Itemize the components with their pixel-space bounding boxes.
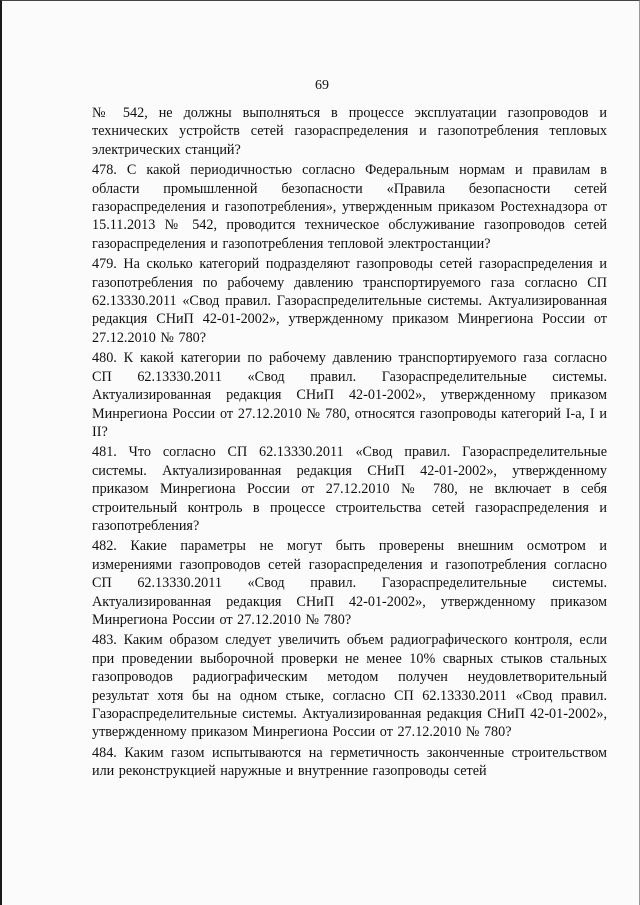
question-484: 484. Каким газом испытываются на герметичность законченные строительством или реконструкцией наружные и внутренние газопроводы сетей [92, 744, 607, 780]
question-480: 480. К какой категории по рабочему давлению транспортируемого газа согласно СП 62.13330.2011 «Свод правил. Газораспределительные системы. Актуализированная редакция СНиП 42-01-2002», утвержденному приказом Минрегиона России от 27.12.2010 № 780, относятся газопроводы категорий I-а, I и II? [92, 350, 607, 440]
question-482: 482. Какие параметры не могут быть проверены внешним осмотром и измерениями газопроводов сетей газораспределения и газопотребления согласно СП 62.13330.2011 «Свод правил. Газораспределительные системы. Актуализированная редакция СНиП 42-01-2002», утвержденному приказом Минрегиона России от 27.12.2010 № 780? [92, 538, 607, 628]
question-479: 479. На сколько категорий подразделяют газопроводы сетей газораспределения и газопотребления по рабочему давлению транспортируемого газа согласно СП 62.13330.2011 «Свод правил. Газораспределительные системы. Актуализированная редакция СНиП 42-01-2002», утвержденному приказом Минрегиона России от 27.12.2010 № 780? [92, 256, 607, 346]
document-body [92, 104, 607, 783]
question-483: 483. Каким образом следует увеличить объем радиографического контроля, если при проведении выборочной проверки не менее 10% сварных стыков стальных газопроводов радиографическим методом получен неудовлетворительный результат хотя бы на одном стыке, согласно СП 62.13330.2011 «Свод правил. Газораспределительные системы. Актуализированная редакция СНиП 42-01-2002», утвержденному приказом Минрегиона России от 27.12.2010 № 780? [92, 632, 607, 741]
page-number: 69 [315, 78, 329, 93]
paragraph-continuation-542: № 542, не должны выполняться в процессе эксплуатации газопроводов и технических устройств сетей газораспределения и газопотребления тепловых электрических станций? [92, 105, 607, 158]
question-478: 478. С какой периодичностью согласно Федеральным нормам и правилам в области промышленной безопасности «Правила безопасности сетей газораспределения и газопотребления», утвержденным приказом Ростехнадзора от 15.11.2013 № 542, проводится техническое обслуживание газопроводов сетей газораспределения и газопотребления тепловой электростанции? [92, 162, 607, 252]
question-481: 481. Что согласно СП 62.13330.2011 «Свод правил. Газораспределительные системы. Актуализированная редакция СНиП 42-01-2002», утвержденному приказом Минрегиона России от 27.12.2010 № 780, не включает в себя строительный контроль в процессе строительства сетей газораспределения и газопотребления? [92, 444, 607, 534]
